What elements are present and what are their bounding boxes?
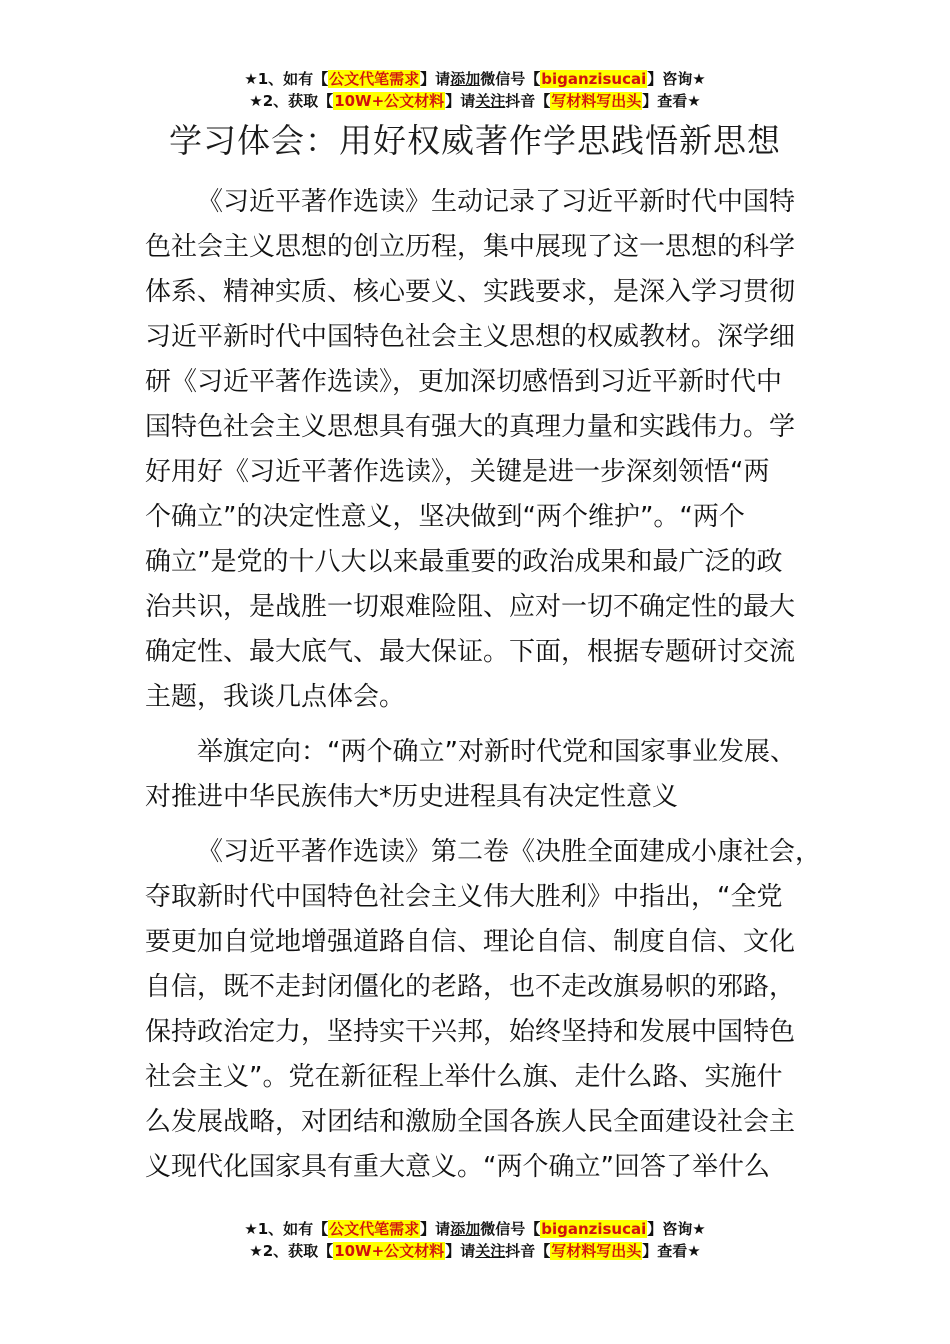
text-line: 要更加自觉地增强道路自信、理论自信、制度自信、文化 <box>145 927 796 957</box>
text-line: 国特色社会主义思想具有强大的真理力量和实践伟力。学 <box>145 412 796 442</box>
banner-line-1 <box>0 1218 950 1240</box>
document-body <box>145 180 835 1200</box>
banner-douyin-id: 写材料写出头 <box>551 92 642 110</box>
footer-banner <box>0 1218 950 1262</box>
text-line: 《习近平著作选读》生动记录了习近平新时代中国特 <box>197 187 796 217</box>
text-line: 义现代化国家具有重大意义。“两个确立”回答了举什么 <box>145 1152 770 1182</box>
text-line: 保持政治定力，坚持实干兴邦，始终坚持和发展中国特色 <box>145 1017 796 1047</box>
text-line: 治共识，是战胜一切艰难险阻、应对一切不确定性的最大 <box>145 592 796 622</box>
banner-text: 微信号【 <box>480 1220 541 1238</box>
banner-line-2 <box>0 90 950 112</box>
text-line: 确定性、最大底气、最大保证。下面，根据专题研讨交流 <box>145 637 796 667</box>
banner-underline: 添加 <box>450 70 481 88</box>
text-line: 色社会主义思想的创立历程，集中展现了这一思想的科学 <box>145 232 796 262</box>
text-line: 举旗定向：“两个确立”对新时代党和国家事业发展、 <box>197 737 796 767</box>
banner-douyin-id: 写材料写出头 <box>551 1242 642 1260</box>
section-heading <box>145 730 835 820</box>
paragraph-intro <box>145 180 835 720</box>
banner-text: 抖音【 <box>505 1242 551 1260</box>
banner-text: ★2、获取【 <box>249 1242 334 1260</box>
banner-text: ★2、获取【 <box>249 92 334 110</box>
banner-underline: 关注 <box>475 92 506 110</box>
banner-text: 】请 <box>445 92 476 110</box>
page-title: 学习体会：用好权威著作学思践悟新思想 <box>169 121 781 160</box>
text-line: 个确立”的决定性意义，坚决做到“两个维护”。“两个 <box>145 502 745 532</box>
text-line: 主题，我谈几点体会。 <box>145 682 406 712</box>
banner-text: 】咨询★ <box>647 70 706 88</box>
banner-underline: 添加 <box>450 1220 481 1238</box>
banner-text: 】请 <box>445 1242 476 1260</box>
banner-highlight: 10W+公文材料 <box>334 1242 445 1260</box>
text-line: 好用好《习近平著作选读》，关键是进一步深刻领悟“两 <box>145 457 770 487</box>
banner-text: 】查看★ <box>642 92 701 110</box>
banner-text: 】请 <box>420 70 451 88</box>
banner-text: 】咨询★ <box>647 1220 706 1238</box>
text-line: 么发展战略，对团结和激励全国各族人民全面建设社会主 <box>145 1107 796 1137</box>
banner-highlight: 公文代笔需求 <box>329 1220 420 1238</box>
text-line: 习近平新时代中国特色社会主义思想的权威教材。深学细 <box>145 322 796 352</box>
text-line: 确立”是党的十八大以来最重要的政治成果和最广泛的政 <box>145 547 783 577</box>
banner-highlight: 公文代笔需求 <box>329 70 420 88</box>
text-line: 自信，既不走封闭僵化的老路，也不走改旗易帜的邪路， <box>145 972 796 1002</box>
paragraph-body <box>145 830 835 1190</box>
banner-wechat-id: biganzisucai <box>541 70 647 88</box>
banner-text: 微信号【 <box>480 70 541 88</box>
banner-line-1 <box>0 68 950 90</box>
text-line: 《习近平著作选读》第二卷《决胜全面建成小康社会， <box>197 837 822 867</box>
banner-text: 抖音【 <box>505 92 551 110</box>
banner-text: ★1、如有【 <box>244 70 329 88</box>
banner-text: 】查看★ <box>642 1242 701 1260</box>
banner-highlight: 10W+公文材料 <box>334 92 445 110</box>
banner-text: ★1、如有【 <box>244 1220 329 1238</box>
text-line: 夺取新时代中国特色社会主义伟大胜利》中指出，“全党 <box>145 882 783 912</box>
text-line: 体系、精神实质、核心要义、实践要求，是深入学习贯彻 <box>145 277 796 307</box>
text-line: 研《习近平著作选读》，更加深切感悟到习近平新时代中 <box>145 367 783 397</box>
banner-underline: 关注 <box>475 1242 506 1260</box>
header-banner <box>0 68 950 112</box>
banner-line-2 <box>0 1240 950 1262</box>
banner-wechat-id: biganzisucai <box>541 1220 647 1238</box>
text-line: 对推进中华民族伟大*历史进程具有决定性意义 <box>145 782 679 812</box>
text-line: 社会主义”。党在新征程上举什么旗、走什么路、实施什 <box>145 1062 783 1092</box>
banner-text: 】请 <box>420 1220 451 1238</box>
